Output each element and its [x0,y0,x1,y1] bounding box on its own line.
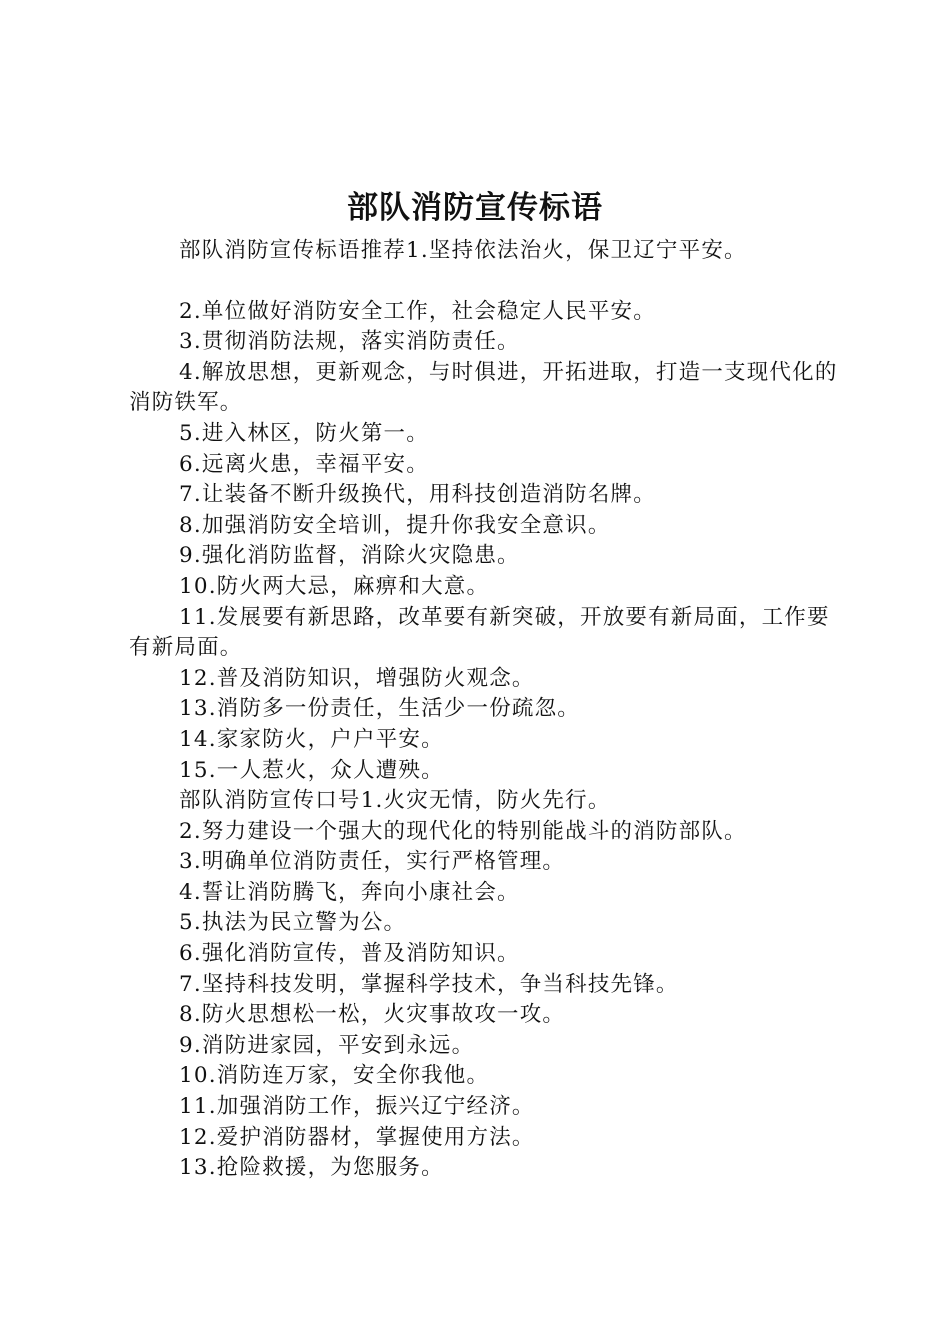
slogan-line: 7.让装备不断升级换代，用科技创造消防名牌。 [179,482,656,508]
slogan-line: 8.防火思想松一松，火灾事故攻一攻。 [179,1002,566,1028]
document-title: 部队消防宣传标语 [347,190,603,226]
paragraph-intro: 部队消防宣传标语推荐1.坚持依法治火，保卫辽宁平安。 [179,238,747,263]
slogan-line: 13.抢险救援，为您服务。 [179,1155,444,1181]
slogan-line: 4.誓让消防腾飞，奔向小康社会。 [179,879,520,905]
slogan-line: 13.消防多一份责任，生活少一份疏忽。 [179,696,580,722]
slogan-line: 10.防火两大忌，麻痹和大意。 [179,573,490,599]
slogan-line: 7.坚持科技发明，掌握科学技术，争当科技先锋。 [179,971,679,997]
document-body [129,236,841,1184]
slogan-line: 15.一人惹火，众人遭殃。 [179,757,444,783]
slogan-line: 6.远离火患，幸福平安。 [179,451,429,477]
slogan-line: 5.执法为民立警为公。 [179,910,407,936]
slogan-line: 8.加强消防安全培训，提升你我安全意识。 [179,512,611,538]
slogan-line: 6.强化消防宣传，普及消防知识。 [179,941,520,967]
slogan-line: 2.努力建设一个强大的现代化的特别能战斗的消防部队。 [179,818,747,844]
slogan-line: 12.普及消防知识，增强防火观念。 [179,665,535,691]
slogan-line: 10.消防连万家，安全你我他。 [179,1063,490,1089]
slogan-line: 4.解放思想，更新观念，与时俱进，开拓进取，打造一支现代化的消防铁军。 [129,359,838,416]
slogan-line: 5.进入林区，防火第一。 [179,420,429,446]
slogan-line: 11.加强消防工作，振兴辽宁经济。 [179,1094,535,1120]
slogan-line: 3.明确单位消防责任，实行严格管理。 [179,849,566,875]
slogan-line: 9.消防进家园，平安到永远。 [179,1032,475,1058]
slogan-line: 11.发展要有新思路，改革要有新突破，开放要有新局面，工作要有新局面。 [129,604,830,661]
slogan-line: 2.单位做好消防安全工作，社会稳定人民平安。 [179,298,656,324]
slogan-line: 9.强化消防监督，消除火灾隐患。 [179,543,520,569]
slogan-line: 3.贯彻消防法规，落实消防责任。 [179,329,520,355]
slogan-line: 12.爱护消防器材，掌握使用方法。 [179,1124,535,1150]
slogan-line: 14.家家防火，户户平安。 [179,726,444,752]
section-intro: 部队消防宣传口号1.火灾无情，防火先行。 [179,788,611,814]
